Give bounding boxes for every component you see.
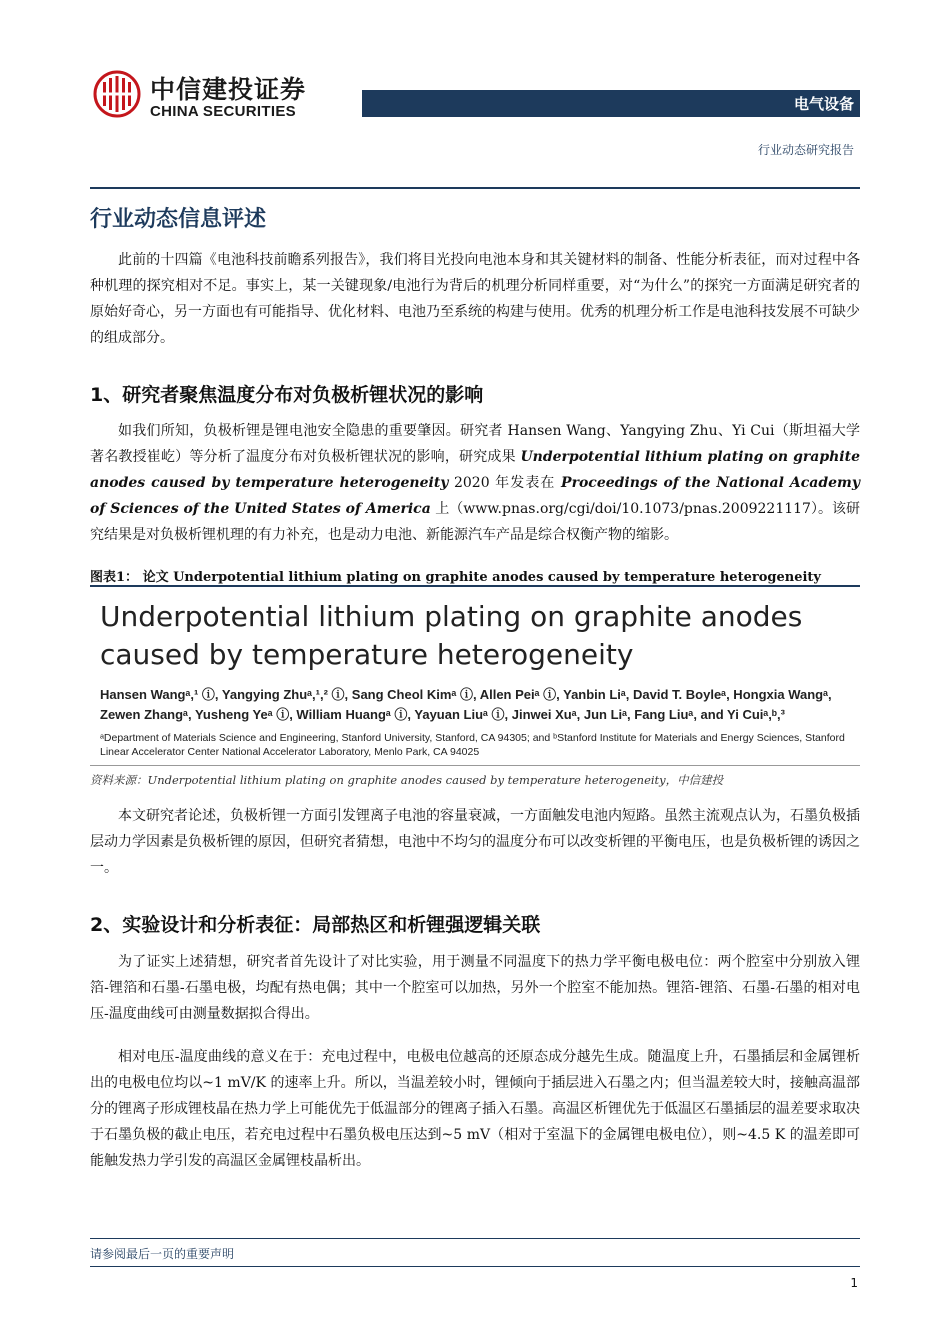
brand-name-cn: 中信建投证券 — [150, 75, 307, 104]
brand-name-en: CHINA SECURITIES — [150, 103, 296, 120]
intro-paragraph: 此前的十四篇《电池科技前瞻系列报告》，我们将目光投向电池本身和其关键材料的制备、性能分析表征，而对过程中各种机理的探究相对不足。事实上，某一关键现象/电池行为背后的机理分析同样重要，对“为什么”的探究一方面满足研究者的原始好奇心，另一方面也有可能指导、优化材料、电池乃至系统的构建与使用。优秀的机理分析工作是电池科技发展不可缺少的组成部分。 — [90, 252, 860, 346]
part2-paragraph-1: 为了证实上述猜想，研究者首先设计了对比实验，用于测量不同温度下的热力学平衡电极电位：两个腔室中分别放入锂箔-锂箔和石墨-石墨电极，均配有热电偶；其中一个腔室可以加热，另外一个腔室不能加热。锂箔-锂箔、石墨-石墨的相对电压-温度曲线可由测量数据拟合得出。 — [90, 954, 860, 1022]
heading-part-1: 1、研究者聚焦温度分布对负极析锂状况的影响 — [90, 384, 484, 406]
footer-disclaimer-note: 请参阅最后一页的重要声明 — [90, 1247, 235, 1261]
header-divider — [90, 187, 860, 189]
sector-bar — [362, 90, 860, 117]
figure-top-rule — [90, 585, 860, 587]
footer-divider — [90, 1238, 860, 1239]
figure-affiliations: ᵃDepartment of Materials Science and Engineering, Stanford University, Stanford, CA 94305; and ᵇStanford Institute for Materials and Energy Sciences, Stanford Linear Accelerator Center National Accelerator Laboratory, Menlo Park, CA 94025 — [100, 732, 845, 758]
p1-text-c: 上（www.pnas.org/cgi/doi/10.1073/pnas.2009221117）。该研究结果是对负极析锂机理的有力补充，也是动力电池、新能源汽车产品是综合权衡产物的缩影。 — [90, 501, 860, 543]
figure-source: 资料来源：Underpotential lithium plating on graphite anodes caused by temperature heterogeneity，中信建投 — [90, 773, 724, 787]
report-type: 行业动态研究报告 — [757, 143, 854, 157]
p1-text-a: 如我们所知，负极析锂是锂电池安全隐患的重要肇因。研究者 Hansen Wang、Yangying Zhu、Yi Cui（斯坦福大学著名教授崔屹）等分析了温度分布对负极析锂状况的影响，研究成果 — [90, 423, 860, 465]
part2-paragraph-2: 相对电压-温度曲线的意义在于：充电过程中，电极电位越高的还原态成分越先生成。随温度上升，石墨插层和金属锂析出的电极电位均以~1 mV/K 的速率上升。所以，当温差较小时，锂倾向于插层进入石墨之内；但当温差较大时，接触高温部分的锂离子形成锂枝晶在热力学上可能优先于低温部分的锂离子插入石墨。高温区析锂优先于低温区石墨插层的温差要求取决于石墨负极的截止电压，若充电过程中石墨负极电压达到~5 mV（相对于室温下的金属锂电极电位），则~4.5 K 的温差即可能触发热力学引发的高温区金属锂枝晶析出。 — [90, 1049, 860, 1169]
journal-name: Proceedings of the National Academy of Sciences of the United States of America — [90, 475, 861, 517]
footer-divider-2 — [90, 1266, 860, 1267]
figure-bottom-rule — [90, 765, 860, 766]
figure-paper-title: Underpotential lithium plating on graphite anodes caused by temperature heterogeneity — [100, 600, 803, 671]
heading-part-2: 2、实验设计和分析表征：局部热区和析锂强逻辑关联 — [90, 914, 541, 936]
part1-paragraph-2: 本文研究者论述，负极析锂一方面引发锂离子电池的容量衰减，一方面触发电池内短路。虽然主流观点认为，石墨负极插层动力学因素是负极析锂的原因，但研究者猜想，电池中不均匀的温度分布可以改变析锂的平衡电压，也是负极析锂的诱因之一。 — [90, 808, 860, 876]
china-securities-logo-icon — [93, 70, 141, 118]
figure-caption: 图表1： 论文 Underpotential lithium plating on graphite anodes caused by temperature heterogeneity — [90, 570, 821, 585]
sector-label: 电气设备 — [793, 95, 854, 113]
part1-paragraph-1 — [90, 418, 860, 548]
figure-authors: Hansen Wangᵃ,¹ ⓘ, Yangying Zhuᵃ,¹,² ⓘ, Sang Cheol Kimᵃ ⓘ, Allen Peiᵃ ⓘ, Yanbin Liᵃ, David T. Boyleᵃ, Hongxia Wangᵃ, Zewen Zhangᵃ, Yusheng Yeᵃ ⓘ, William Huangᵃ ⓘ, Yayuan Liuᵃ ⓘ, Jinwei Xuᵃ, Jun Liᵃ, Fang Liuᵃ, and Yi Cuiᵃ,ᵇ,³ — [100, 687, 832, 722]
page-number: 1 — [850, 1276, 858, 1290]
p1-text-b: 2020 年发表在 — [448, 475, 562, 491]
paper-title: Underpotential lithium plating on graphite anodes caused by temperature heterogeneity — [90, 449, 860, 491]
section-title: 行业动态信息评述 — [90, 207, 267, 232]
